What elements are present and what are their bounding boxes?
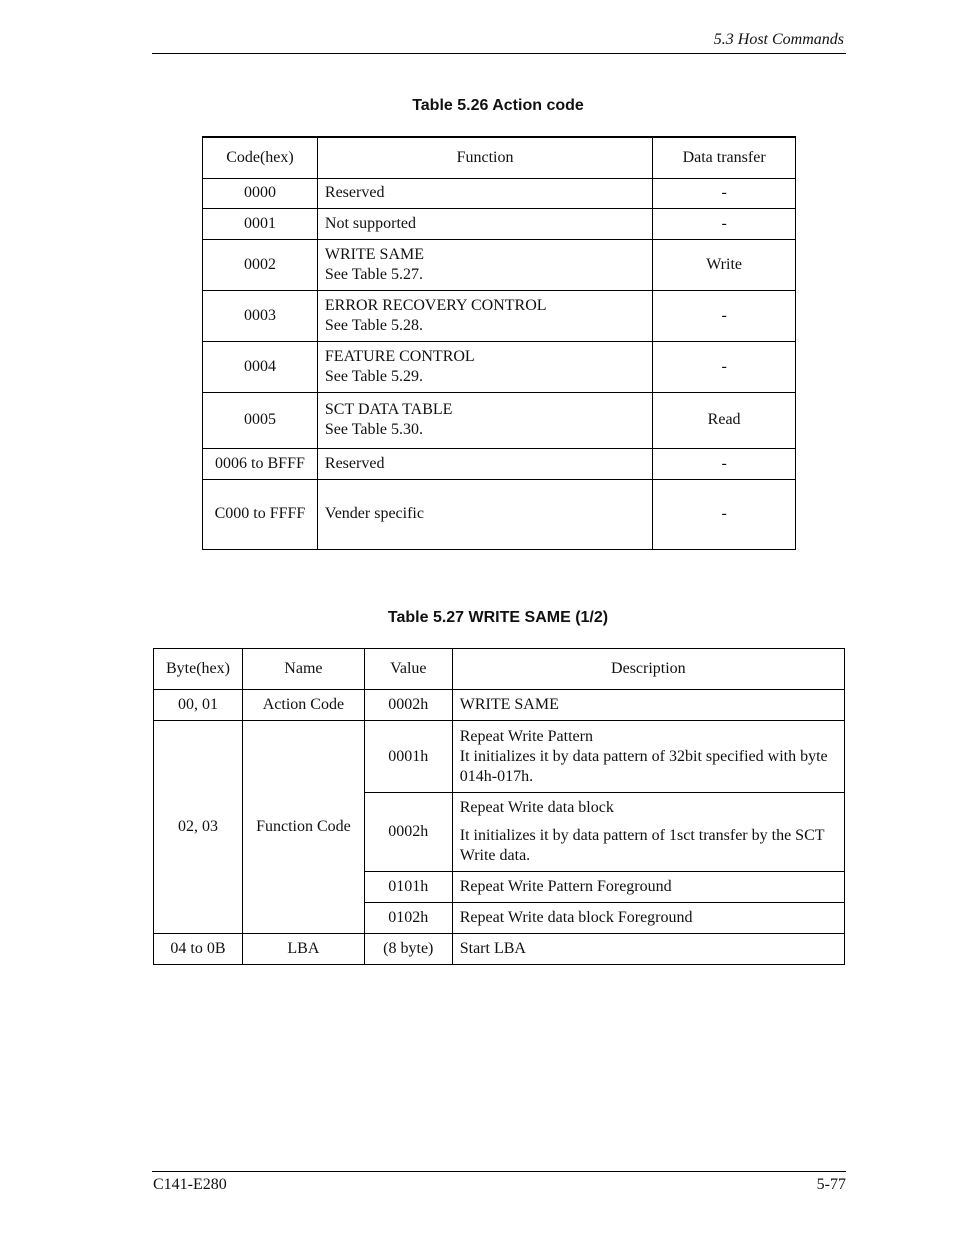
code-cell: 0006 to BFFF xyxy=(203,448,318,479)
page-number: 5-77 xyxy=(816,1176,846,1193)
code-cell: 0005 xyxy=(203,392,318,448)
code-cell: 0004 xyxy=(203,341,318,392)
function-reference: See Table 5.28. xyxy=(324,316,424,334)
description-title: Repeat Write Pattern xyxy=(459,727,593,745)
description-cell: Repeat Write data block Foreground xyxy=(452,903,844,934)
table-header-row xyxy=(154,649,845,690)
transfer-cell: - xyxy=(653,290,796,341)
table-row xyxy=(203,448,796,479)
value-cell: (8 byte) xyxy=(364,934,452,965)
description-cell: Start LBA xyxy=(452,934,844,965)
value-cell: 0002h xyxy=(364,690,452,721)
code-cell: C000 to FFFF xyxy=(203,479,318,549)
description-title: Repeat Write data block xyxy=(459,799,614,816)
code-cell: 0003 xyxy=(203,290,318,341)
document-id: C141-E280 xyxy=(153,1176,227,1193)
table-row xyxy=(203,208,796,239)
table-row xyxy=(203,290,796,341)
function-cell: Reserved xyxy=(317,448,652,479)
transfer-cell: - xyxy=(653,479,796,549)
column-header-code: Code(hex) xyxy=(203,137,318,178)
table-row xyxy=(203,479,796,549)
function-cell: Not supported xyxy=(317,208,652,239)
footer-rule xyxy=(152,1171,846,1172)
action-code-table xyxy=(202,136,796,550)
transfer-cell: Read xyxy=(653,392,796,448)
function-cell xyxy=(317,341,652,392)
column-header-function: Function xyxy=(317,137,652,178)
value-cell: 0101h xyxy=(364,872,452,903)
table-row xyxy=(203,178,796,208)
function-cell: Vender specific xyxy=(317,479,652,549)
value-cell: 0102h xyxy=(364,903,452,934)
name-cell: Function Code xyxy=(242,721,364,934)
description-detail: It initializes it by data pattern of 1sct transfer by the SCT Write data. xyxy=(459,827,825,864)
function-reference: See Table 5.30. xyxy=(324,421,424,438)
column-header-byte: Byte(hex) xyxy=(154,649,243,690)
table-caption-write-same: Table 5.27 WRITE SAME (1/2) xyxy=(387,609,609,626)
column-header-value: Value xyxy=(364,649,452,690)
table-row xyxy=(154,690,845,721)
code-cell: 0002 xyxy=(203,239,318,290)
description-cell xyxy=(452,793,844,872)
header-rule xyxy=(152,53,846,54)
function-cell xyxy=(317,290,652,341)
function-name: SCT DATA TABLE xyxy=(324,401,453,418)
column-header-description: Description xyxy=(452,649,844,690)
transfer-cell: Write xyxy=(653,239,796,290)
name-cell: Action Code xyxy=(242,690,364,721)
column-header-data-transfer: Data transfer xyxy=(653,137,796,178)
code-cell: 0001 xyxy=(203,208,318,239)
table-caption-action-code: Table 5.26 Action code xyxy=(412,97,584,114)
description-cell xyxy=(452,721,844,793)
description-cell: Repeat Write Pattern Foreground xyxy=(452,872,844,903)
function-reference: See Table 5.29. xyxy=(324,367,424,385)
function-name: FEATURE CONTROL xyxy=(324,347,475,365)
table-row xyxy=(154,934,845,965)
function-cell: Reserved xyxy=(317,178,652,208)
table-header-row xyxy=(203,137,796,178)
transfer-cell: - xyxy=(653,341,796,392)
byte-cell: 00, 01 xyxy=(154,690,243,721)
transfer-cell: - xyxy=(653,208,796,239)
byte-cell: 02, 03 xyxy=(154,721,243,934)
running-header: 5.3 Host Commands xyxy=(713,31,844,48)
code-cell: 0000 xyxy=(203,178,318,208)
function-name: WRITE SAME xyxy=(324,245,425,263)
write-same-table xyxy=(153,648,845,965)
table-row xyxy=(203,239,796,290)
column-header-name: Name xyxy=(242,649,364,690)
byte-cell: 04 to 0B xyxy=(154,934,243,965)
transfer-cell: - xyxy=(653,178,796,208)
table-row xyxy=(203,341,796,392)
table-row xyxy=(154,721,845,793)
name-cell: LBA xyxy=(242,934,364,965)
function-name: ERROR RECOVERY CONTROL xyxy=(324,296,547,314)
function-cell xyxy=(317,392,652,448)
value-cell: 0002h xyxy=(364,793,452,872)
transfer-cell: - xyxy=(653,448,796,479)
function-cell xyxy=(317,239,652,290)
description-cell: WRITE SAME xyxy=(452,690,844,721)
table-row xyxy=(203,392,796,448)
function-reference: See Table 5.27. xyxy=(324,265,424,283)
description-detail: It initializes it by data pattern of 32bit specified with byte 014h-017h. xyxy=(459,747,828,785)
value-cell: 0001h xyxy=(364,721,452,793)
